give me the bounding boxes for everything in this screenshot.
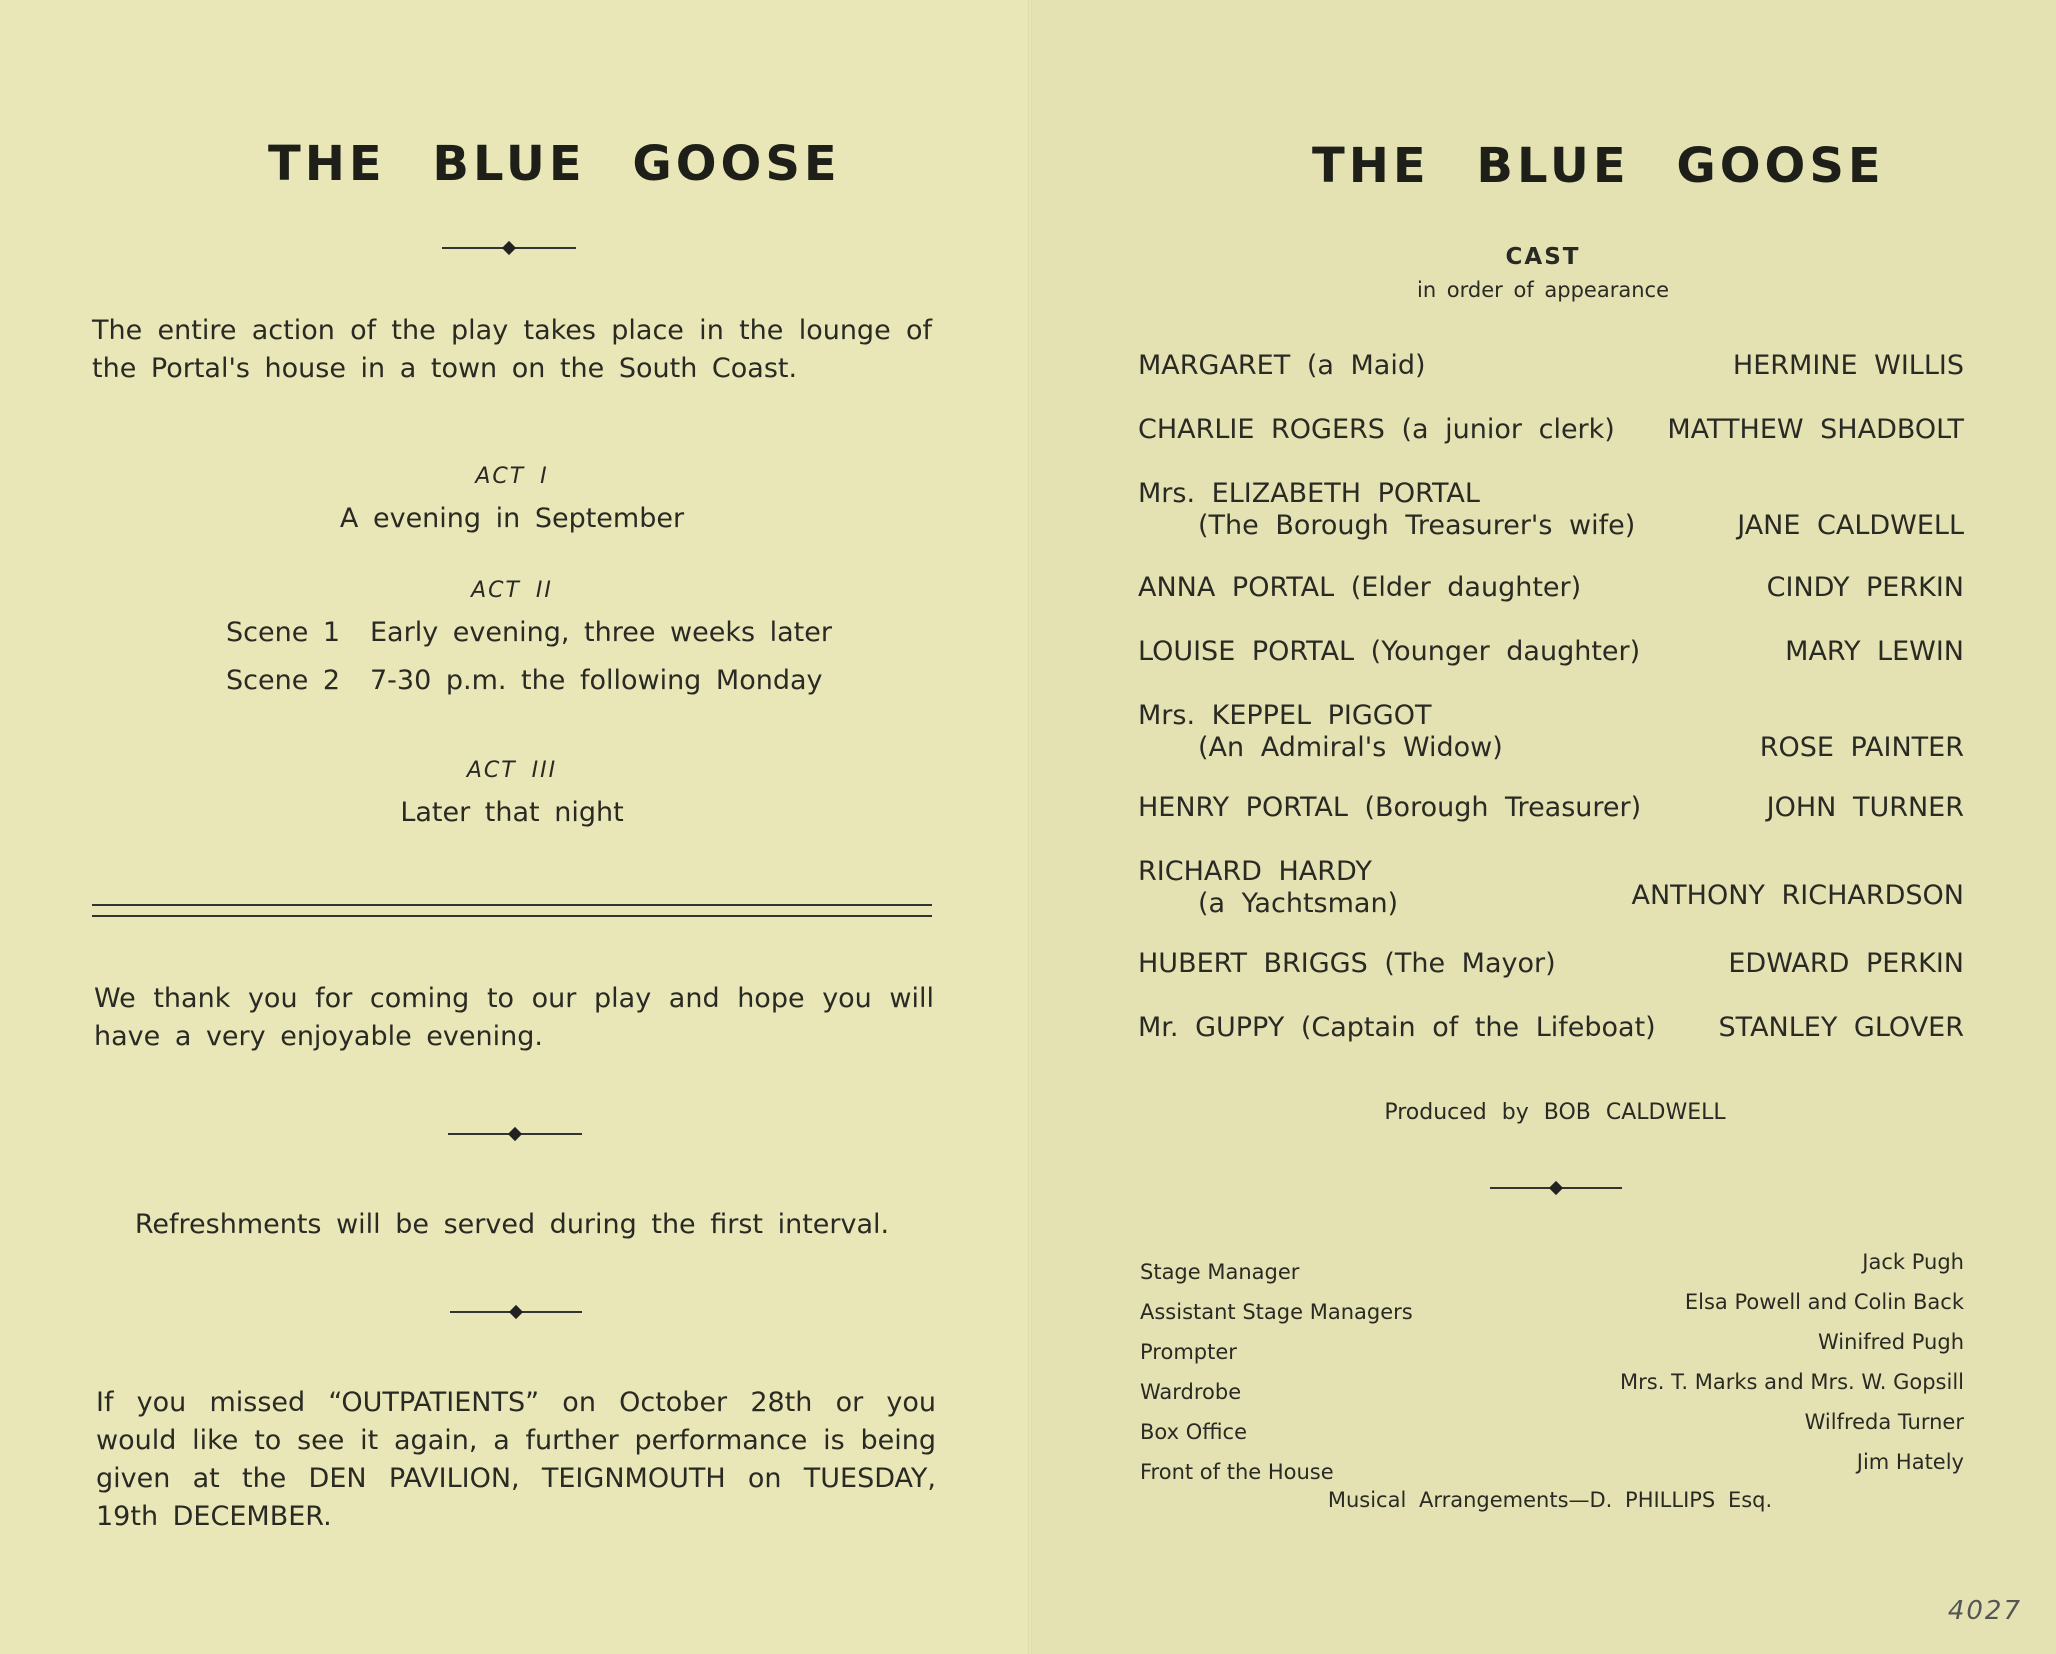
cast-role: MARGARET (a Maid) [1138,350,1426,381]
outpatients-paragraph: If you missed “OUTPATIENTS” on October 28th or you would like to see it again, a further performance is being given at the DEN PAVILION, TEIGNMOUTH on TUESDAY, 19th DECEMBER. [96,1387,936,1532]
cast-row [1138,478,1964,542]
cast-actor: MATTHEW SHADBOLT [1667,414,1964,445]
scene1-label: Scene 1 [226,617,341,648]
ornament-divider [448,1128,582,1140]
cast-role: Mr. GUPPY (Captain of the Lifeboat) [1138,1012,1656,1043]
act1-description: A evening in September [339,503,685,534]
cast-role: LOUISE PORTAL (Younger daughter) [1138,636,1641,667]
crew-row [1140,1410,1964,1450]
cast-actor: ANTHONY RICHARDSON [1631,880,1964,911]
refreshments-notice: Refreshments will be served during the first interval. [134,1209,890,1240]
cast-row [1138,1012,1964,1044]
crew-name: Jack Pugh [1862,1250,1964,1274]
crew-name: Elsa Powell and Colin Back [1684,1290,1964,1314]
setting-paragraph: The entire action of the play takes place in the lounge of the Portal's house in a town on the South Coast. [92,315,932,384]
cast-row [1138,792,1964,824]
scene2-label: Scene 2 [226,665,341,696]
left-title: THE BLUE GOOSE [268,136,841,192]
cast-role-detail: (a Yachtsman) [1198,888,1399,919]
scene1-description: Early evening, three weeks later [370,617,832,648]
right-title: THE BLUE GOOSE [1312,138,1885,194]
cast-role: CHARLIE ROGERS (a junior clerk) [1138,414,1615,445]
cast-heading: CAST [1505,244,1581,270]
producer-credit: Produced by BOB CALDWELL [1384,1100,1726,1125]
crew-name: Wilfreda Turner [1804,1410,1964,1434]
act1-label: ACT I [475,464,549,489]
cast-role: ANNA PORTAL (Elder daughter) [1138,572,1582,603]
cast-actor: STANLEY GLOVER [1718,1012,1964,1043]
cast-role: Mrs. ELIZABETH PORTAL [1138,478,1480,509]
cast-actor: EDWARD PERKIN [1728,948,1964,979]
cast-row [1138,636,1964,668]
cast-row [1138,700,1964,764]
crew-job: Front of the House [1140,1460,1334,1484]
cast-role: HENRY PORTAL (Borough Treasurer) [1138,792,1642,823]
crew-name: Jim Hately [1856,1450,1964,1474]
cast-actor: JANE CALDWELL [1737,510,1964,541]
ornament-divider [442,242,576,254]
scene2-description: 7-30 p.m. the following Monday [370,665,823,696]
cast-row [1138,350,1964,382]
cast-actor: JOHN TURNER [1766,792,1964,823]
cast-subheading: in order of appearance [1416,278,1669,302]
cast-actor: MARY LEWIN [1785,636,1964,667]
ornament-divider [1490,1182,1622,1194]
cast-actor: HERMINE WILLIS [1732,350,1964,381]
crew-job: Box Office [1140,1420,1248,1444]
cast-role-detail: (The Borough Treasurer's wife) [1198,510,1636,541]
crew-job: Wardrobe [1140,1380,1242,1404]
cast-actor: CINDY PERKIN [1766,572,1964,603]
crew-name: Mrs. T. Marks and Mrs. W. Gopsill [1620,1370,1964,1394]
crew-name: Winifred Pugh [1817,1330,1964,1354]
crew-job: Stage Manager [1140,1260,1300,1284]
musical-arrangements-credit: Musical Arrangements—D. PHILLIPS Esq. [1327,1488,1773,1512]
ornament-divider [450,1306,582,1318]
act2-label: ACT II [471,578,553,603]
cast-row [1138,572,1964,604]
cast-actor: ROSE PAINTER [1759,732,1964,763]
cast-row [1138,414,1964,446]
crew-row [1140,1450,1964,1490]
page-number: 4027 [1947,1596,2022,1626]
thanks-paragraph: We thank you for coming to our play and hope you will have a very enjoyable evening. [94,983,934,1052]
cast-row [1138,948,1964,980]
crew-job: Prompter [1140,1340,1237,1364]
cast-role: HUBERT BRIGGS (The Mayor) [1138,948,1556,979]
double-rule-divider [92,904,932,917]
crew-job: Assistant Stage Managers [1140,1300,1413,1324]
cast-row [1138,856,1964,920]
act3-description: Later that night [400,797,624,828]
act3-label: ACT III [466,758,558,783]
cast-role: RICHARD HARDY [1138,856,1372,887]
cast-role: Mrs. KEPPEL PIGGOT [1138,700,1432,731]
cast-role-detail: (An Admiral's Widow) [1198,732,1503,763]
